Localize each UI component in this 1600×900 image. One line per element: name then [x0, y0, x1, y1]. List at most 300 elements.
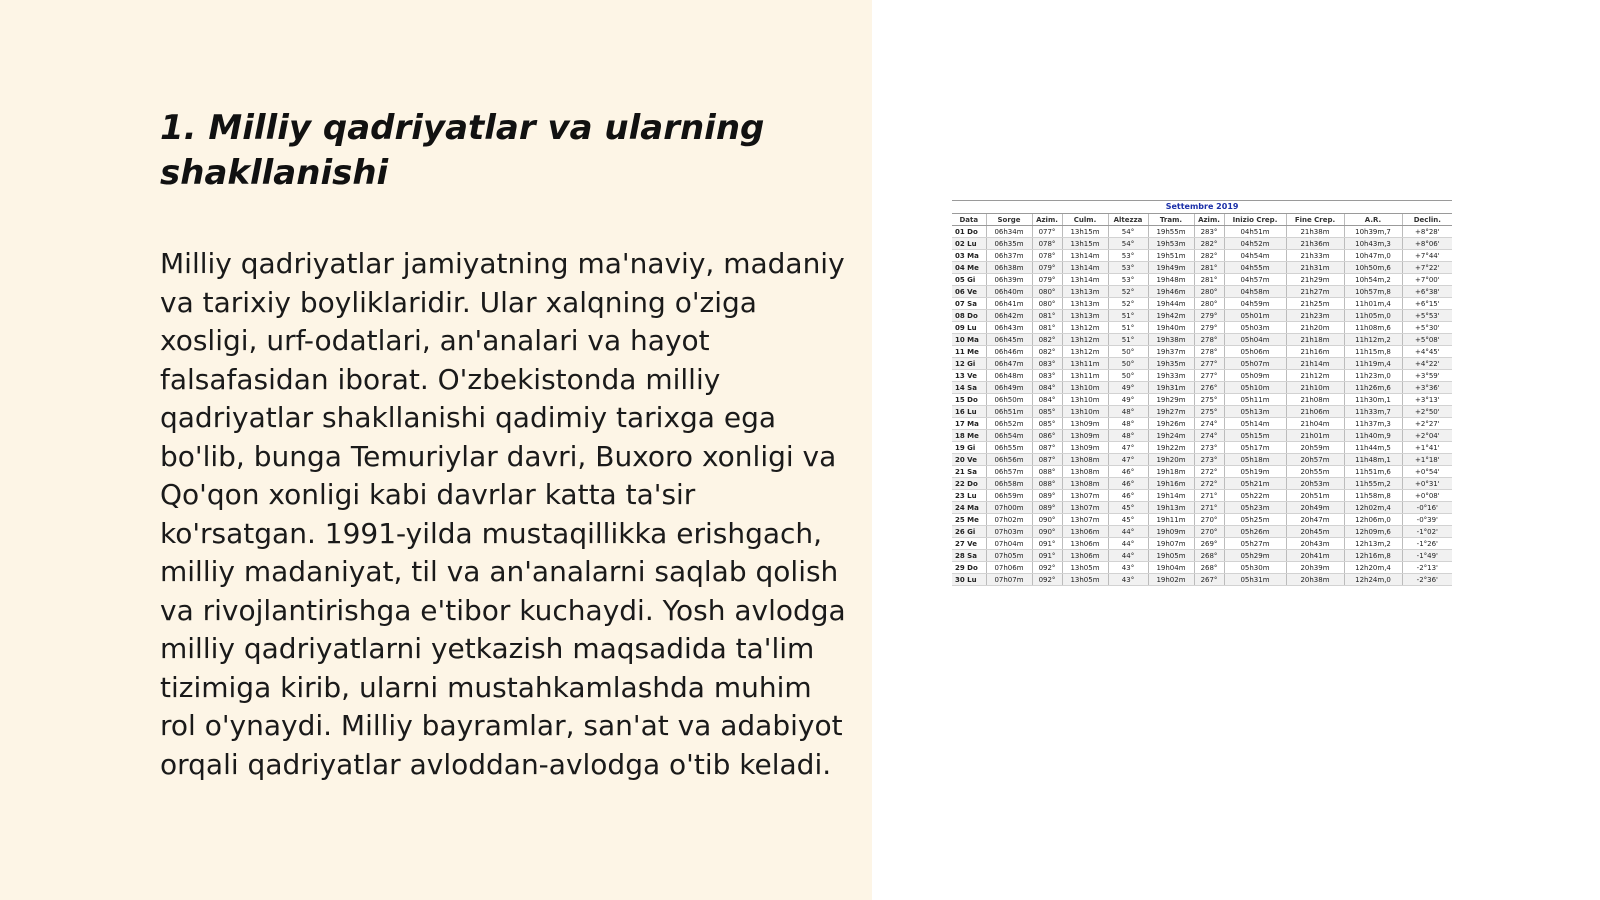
table-cell: +3°13' [1402, 394, 1452, 406]
table-cell: 24 Ma [952, 502, 986, 514]
table-cell: 06h52m [986, 418, 1032, 430]
table-cell: 13h05m [1062, 562, 1108, 574]
table-cell: 05h09m [1224, 370, 1286, 382]
table-header-cell: Declin. [1402, 214, 1452, 226]
table-cell: 11 Me [952, 346, 986, 358]
table-cell: 19h49m [1148, 262, 1194, 274]
table-row [952, 346, 1452, 358]
table-cell: 087° [1032, 454, 1062, 466]
table-cell: 21h18m [1286, 334, 1344, 346]
table-cell: 079° [1032, 262, 1062, 274]
table-cell: 05h11m [1224, 394, 1286, 406]
table-cell: 19h33m [1148, 370, 1194, 382]
table-cell: 11h51m,6 [1344, 466, 1402, 478]
table-cell: 19h09m [1148, 526, 1194, 538]
table-cell: +8°28' [1402, 226, 1452, 238]
table-cell: 13h06m [1062, 526, 1108, 538]
table-cell: 279° [1194, 310, 1224, 322]
table-cell: +1°41' [1402, 442, 1452, 454]
table-cell: 04h51m [1224, 226, 1286, 238]
slide-title: 1. Milliy qadriyatlar va ularning shakllanishi [160, 108, 765, 193]
table-cell: 19h18m [1148, 466, 1194, 478]
table-cell: 19h26m [1148, 418, 1194, 430]
table-cell: 21h29m [1286, 274, 1344, 286]
table-row [952, 574, 1452, 586]
table-row [952, 262, 1452, 274]
table-cell: 54° [1108, 226, 1148, 238]
table-cell: 54° [1108, 238, 1148, 250]
table-cell: +0°31' [1402, 478, 1452, 490]
table-cell: 23 Lu [952, 490, 986, 502]
table-cell: 07h00m [986, 502, 1032, 514]
table-cell: 271° [1194, 490, 1224, 502]
table-cell: 21h36m [1286, 238, 1344, 250]
table-cell: 12h02m,4 [1344, 502, 1402, 514]
table-cell: 16 Lu [952, 406, 986, 418]
table-cell: 12h24m,0 [1344, 574, 1402, 586]
table-cell: 05 Gi [952, 274, 986, 286]
table-cell: 13h11m [1062, 358, 1108, 370]
table-cell: 07h07m [986, 574, 1032, 586]
table-cell: 10h54m,2 [1344, 274, 1402, 286]
table-cell: 13h13m [1062, 310, 1108, 322]
table-cell: 43° [1108, 562, 1148, 574]
table-cell: 06 Ve [952, 286, 986, 298]
table-cell: 02 Lu [952, 238, 986, 250]
table-cell: 18 Me [952, 430, 986, 442]
table-cell: 272° [1194, 478, 1224, 490]
table-cell: 05h27m [1224, 538, 1286, 550]
table-cell: 06h50m [986, 394, 1032, 406]
table-cell: +0°54' [1402, 466, 1452, 478]
table-cell: 25 Me [952, 514, 986, 526]
table-cell: 11h44m,5 [1344, 442, 1402, 454]
table-cell: 277° [1194, 370, 1224, 382]
table-cell: 03 Ma [952, 250, 986, 262]
table-cell: 05h07m [1224, 358, 1286, 370]
table-cell: 089° [1032, 490, 1062, 502]
table-cell: 19h29m [1148, 394, 1194, 406]
table-row [952, 514, 1452, 526]
table-cell: 10h57m,8 [1344, 286, 1402, 298]
table-cell: 19 Gi [952, 442, 986, 454]
table-cell: 090° [1032, 526, 1062, 538]
table-cell: 19h22m [1148, 442, 1194, 454]
table-cell: 13h10m [1062, 406, 1108, 418]
ephemeris-table [952, 200, 1452, 586]
table-cell: 44° [1108, 538, 1148, 550]
table-cell: 083° [1032, 370, 1062, 382]
table-header-cell: Inizio Crep. [1224, 214, 1286, 226]
table-cell: 274° [1194, 418, 1224, 430]
table-cell: +3°36' [1402, 382, 1452, 394]
table-cell: 51° [1108, 310, 1148, 322]
table-cell: 05h23m [1224, 502, 1286, 514]
table-cell: 07 Sa [952, 298, 986, 310]
table-header-row [952, 214, 1452, 226]
table-cell: 28 Sa [952, 550, 986, 562]
table-cell: 13h15m [1062, 238, 1108, 250]
table-cell: 080° [1032, 286, 1062, 298]
table-cell: 281° [1194, 262, 1224, 274]
table-row [952, 382, 1452, 394]
table-cell: 48° [1108, 406, 1148, 418]
table-header-cell: Tram. [1148, 214, 1194, 226]
table-cell: 05h22m [1224, 490, 1286, 502]
table-cell: 092° [1032, 574, 1062, 586]
table-cell: 13h10m [1062, 382, 1108, 394]
table-cell: 20h45m [1286, 526, 1344, 538]
table-cell: 21h06m [1286, 406, 1344, 418]
table-row [952, 310, 1452, 322]
table-cell: 088° [1032, 466, 1062, 478]
table-cell: 11h30m,1 [1344, 394, 1402, 406]
table-cell: +7°22' [1402, 262, 1452, 274]
table-cell: 089° [1032, 502, 1062, 514]
table-row [952, 250, 1452, 262]
table-cell: 21h38m [1286, 226, 1344, 238]
table-cell: 11h05m,0 [1344, 310, 1402, 322]
table-cell: 279° [1194, 322, 1224, 334]
table-cell: 11h58m,8 [1344, 490, 1402, 502]
table-cell: 21h31m [1286, 262, 1344, 274]
table-cell: 20h47m [1286, 514, 1344, 526]
table-cell: 19h35m [1148, 358, 1194, 370]
table-cell: 45° [1108, 514, 1148, 526]
table-row [952, 430, 1452, 442]
table-cell: 085° [1032, 406, 1062, 418]
table-cell: +4°45' [1402, 346, 1452, 358]
table-row [952, 550, 1452, 562]
table-cell: +6°38' [1402, 286, 1452, 298]
table-cell: 13h13m [1062, 298, 1108, 310]
table-cell: 52° [1108, 298, 1148, 310]
table-cell: 21h01m [1286, 430, 1344, 442]
table-cell: +0°08' [1402, 490, 1452, 502]
table-body [952, 226, 1452, 586]
table-cell: +1°18' [1402, 454, 1452, 466]
table-cell: 01 Do [952, 226, 986, 238]
table-cell: 11h08m,6 [1344, 322, 1402, 334]
table-cell: 13h14m [1062, 274, 1108, 286]
table-cell: +4°22' [1402, 358, 1452, 370]
table-cell: 19h42m [1148, 310, 1194, 322]
table-cell: 08 Do [952, 310, 986, 322]
table-cell: 07h05m [986, 550, 1032, 562]
table-cell: 19h46m [1148, 286, 1194, 298]
table-cell: +2°27' [1402, 418, 1452, 430]
table-cell: 078° [1032, 238, 1062, 250]
table-cell: 43° [1108, 574, 1148, 586]
table-cell: 07h06m [986, 562, 1032, 574]
table-cell: 082° [1032, 346, 1062, 358]
table-cell: 21h08m [1286, 394, 1344, 406]
table-cell: 05h29m [1224, 550, 1286, 562]
table-cell: 05h19m [1224, 466, 1286, 478]
table-cell: -0°16' [1402, 502, 1452, 514]
table-cell: 10h47m,0 [1344, 250, 1402, 262]
table-cell: 04h54m [1224, 250, 1286, 262]
table-cell: 06h39m [986, 274, 1032, 286]
table-cell: 06h49m [986, 382, 1032, 394]
table-cell: 29 Do [952, 562, 986, 574]
table-cell: 13h13m [1062, 286, 1108, 298]
table-cell: 49° [1108, 382, 1148, 394]
table-cell: 19h53m [1148, 238, 1194, 250]
table-cell: 270° [1194, 514, 1224, 526]
table-cell: 06h41m [986, 298, 1032, 310]
table-cell: 06h46m [986, 346, 1032, 358]
table-cell: 19h40m [1148, 322, 1194, 334]
table-cell: 10h50m,6 [1344, 262, 1402, 274]
table-cell: 088° [1032, 478, 1062, 490]
ephemeris-table-image [952, 200, 1452, 586]
table-cell: 05h30m [1224, 562, 1286, 574]
table-cell: 13h07m [1062, 502, 1108, 514]
table-cell: 06h57m [986, 466, 1032, 478]
table-cell: 19h55m [1148, 226, 1194, 238]
table-row [952, 238, 1452, 250]
table-cell: +2°04' [1402, 430, 1452, 442]
table-cell: 05h06m [1224, 346, 1286, 358]
table-cell: 20h53m [1286, 478, 1344, 490]
table-cell: 078° [1032, 250, 1062, 262]
table-cell: -2°13' [1402, 562, 1452, 574]
table-cell: 282° [1194, 238, 1224, 250]
table-cell: 04h55m [1224, 262, 1286, 274]
table-cell: 06h38m [986, 262, 1032, 274]
table-cell: +7°44' [1402, 250, 1452, 262]
table-cell: 084° [1032, 382, 1062, 394]
table-cell: 268° [1194, 562, 1224, 574]
table-cell: 12h16m,8 [1344, 550, 1402, 562]
table-cell: +7°00' [1402, 274, 1452, 286]
table-cell: 11h19m,4 [1344, 358, 1402, 370]
table-cell: 19h48m [1148, 274, 1194, 286]
table-row [952, 274, 1452, 286]
table-cell: 06h37m [986, 250, 1032, 262]
table-cell: 47° [1108, 442, 1148, 454]
table-cell: 52° [1108, 286, 1148, 298]
table-cell: 53° [1108, 250, 1148, 262]
table-cell: 27 Ve [952, 538, 986, 550]
table-cell: 277° [1194, 358, 1224, 370]
table-cell: 13h06m [1062, 538, 1108, 550]
table-cell: +2°50' [1402, 406, 1452, 418]
table-cell: 274° [1194, 430, 1224, 442]
table-row [952, 502, 1452, 514]
table-cell: 13h06m [1062, 550, 1108, 562]
table-cell: +5°08' [1402, 334, 1452, 346]
table-cell: 281° [1194, 274, 1224, 286]
table-cell: 21h10m [1286, 382, 1344, 394]
table-cell: 278° [1194, 334, 1224, 346]
table-cell: 05h13m [1224, 406, 1286, 418]
table-cell: 22 Do [952, 478, 986, 490]
table-cell: 05h04m [1224, 334, 1286, 346]
table-cell: 12h20m,4 [1344, 562, 1402, 574]
table-cell: 13h09m [1062, 430, 1108, 442]
table-cell: 09 Lu [952, 322, 986, 334]
table-cell: 06h45m [986, 334, 1032, 346]
table-cell: 07h04m [986, 538, 1032, 550]
table-header-cell: Culm. [1062, 214, 1108, 226]
table-cell: 083° [1032, 358, 1062, 370]
table-cell: 084° [1032, 394, 1062, 406]
table-cell: 06h59m [986, 490, 1032, 502]
table-cell: 04h58m [1224, 286, 1286, 298]
table-cell: +5°30' [1402, 322, 1452, 334]
table-cell: 12h09m,6 [1344, 526, 1402, 538]
table-header-cell: Azim. [1194, 214, 1224, 226]
table-cell: 13h08m [1062, 454, 1108, 466]
table-cell: 19h14m [1148, 490, 1194, 502]
table-cell: 082° [1032, 334, 1062, 346]
table-row [952, 526, 1452, 538]
table-cell: 267° [1194, 574, 1224, 586]
table-cell: 05h25m [1224, 514, 1286, 526]
table-cell: 19h07m [1148, 538, 1194, 550]
table-cell: 19h20m [1148, 454, 1194, 466]
table-cell: 05h14m [1224, 418, 1286, 430]
table-cell: 13h12m [1062, 322, 1108, 334]
table-cell: 268° [1194, 550, 1224, 562]
table-cell: 21h14m [1286, 358, 1344, 370]
table-cell: 283° [1194, 226, 1224, 238]
table-row [952, 538, 1452, 550]
table-cell: 13h09m [1062, 418, 1108, 430]
table-cell: 26 Gi [952, 526, 986, 538]
table-cell: 05h17m [1224, 442, 1286, 454]
table-cell: 04h59m [1224, 298, 1286, 310]
table-cell: 51° [1108, 334, 1148, 346]
table-cell: 06h48m [986, 370, 1032, 382]
table-cell: 04h52m [1224, 238, 1286, 250]
table-cell: 17 Ma [952, 418, 986, 430]
table-cell: 278° [1194, 346, 1224, 358]
table-cell: 11h23m,0 [1344, 370, 1402, 382]
table-cell: 06h35m [986, 238, 1032, 250]
table-cell: 080° [1032, 298, 1062, 310]
table-cell: 21h27m [1286, 286, 1344, 298]
table-cell: 275° [1194, 394, 1224, 406]
table-cell: 21h16m [1286, 346, 1344, 358]
table-row [952, 370, 1452, 382]
table-cell: 20h41m [1286, 550, 1344, 562]
table-cell: 21h33m [1286, 250, 1344, 262]
table-row [952, 334, 1452, 346]
table-cell: 19h04m [1148, 562, 1194, 574]
table-cell: 20h55m [1286, 466, 1344, 478]
table-cell: 11h01m,4 [1344, 298, 1402, 310]
table-cell: 06h43m [986, 322, 1032, 334]
table-cell: 280° [1194, 286, 1224, 298]
table-cell: 30 Lu [952, 574, 986, 586]
table-cell: 19h44m [1148, 298, 1194, 310]
table-row [952, 322, 1452, 334]
table-cell: 50° [1108, 358, 1148, 370]
table-cell: +3°59' [1402, 370, 1452, 382]
table-row [952, 226, 1452, 238]
table-cell: 11h48m,1 [1344, 454, 1402, 466]
table-row [952, 358, 1452, 370]
table-cell: 20h43m [1286, 538, 1344, 550]
table-cell: 07h03m [986, 526, 1032, 538]
table-cell: 05h31m [1224, 574, 1286, 586]
table-row [952, 418, 1452, 430]
table-cell: 276° [1194, 382, 1224, 394]
table-cell: 081° [1032, 322, 1062, 334]
table-cell: 06h55m [986, 442, 1032, 454]
table-cell: 21h04m [1286, 418, 1344, 430]
table-cell: 21h20m [1286, 322, 1344, 334]
table-cell: 272° [1194, 466, 1224, 478]
table-cell: 46° [1108, 490, 1148, 502]
table-cell: 13h15m [1062, 226, 1108, 238]
table-cell: 21h12m [1286, 370, 1344, 382]
table-cell: 13h07m [1062, 514, 1108, 526]
table-cell: 06h56m [986, 454, 1032, 466]
table-header-cell: A.R. [1344, 214, 1402, 226]
table-cell: 13h14m [1062, 250, 1108, 262]
table-cell: 06h40m [986, 286, 1032, 298]
table-row [952, 478, 1452, 490]
table-cell: 273° [1194, 442, 1224, 454]
table-cell: 06h51m [986, 406, 1032, 418]
table-cell: 086° [1032, 430, 1062, 442]
table-header-cell: Sorge [986, 214, 1032, 226]
table-row [952, 454, 1452, 466]
table-cell: 19h31m [1148, 382, 1194, 394]
table-cell: 13h05m [1062, 574, 1108, 586]
table-cell: 19h27m [1148, 406, 1194, 418]
table-row [952, 298, 1452, 310]
table-cell: 19h16m [1148, 478, 1194, 490]
table-cell: 05h03m [1224, 322, 1286, 334]
table-cell: 19h02m [1148, 574, 1194, 586]
table-cell: +5°53' [1402, 310, 1452, 322]
table-cell: 06h54m [986, 430, 1032, 442]
table-row [952, 490, 1452, 502]
table-cell: 05h15m [1224, 430, 1286, 442]
table-cell: 05h21m [1224, 478, 1286, 490]
table-cell: 11h37m,3 [1344, 418, 1402, 430]
table-cell: 13h11m [1062, 370, 1108, 382]
table-cell: +6°15' [1402, 298, 1452, 310]
table-cell: 12h13m,2 [1344, 538, 1402, 550]
table-cell: 47° [1108, 454, 1148, 466]
table-cell: 13h08m [1062, 466, 1108, 478]
table-row [952, 466, 1452, 478]
table-cell: 21h23m [1286, 310, 1344, 322]
table-cell: 11h26m,6 [1344, 382, 1402, 394]
table-cell: 273° [1194, 454, 1224, 466]
table-cell: 13h07m [1062, 490, 1108, 502]
table-cell: +8°06' [1402, 238, 1452, 250]
table-cell: -2°36' [1402, 574, 1452, 586]
table-row [952, 286, 1452, 298]
table-cell: 46° [1108, 466, 1148, 478]
table-cell: 13h12m [1062, 346, 1108, 358]
table-cell: 44° [1108, 526, 1148, 538]
table-cell: 19h37m [1148, 346, 1194, 358]
table-cell: 092° [1032, 562, 1062, 574]
table-caption: Settembre 2019 [952, 201, 1452, 214]
table-cell: 05h18m [1224, 454, 1286, 466]
table-cell: 51° [1108, 322, 1148, 334]
table-cell: 11h15m,8 [1344, 346, 1402, 358]
table-cell: 11h55m,2 [1344, 478, 1402, 490]
